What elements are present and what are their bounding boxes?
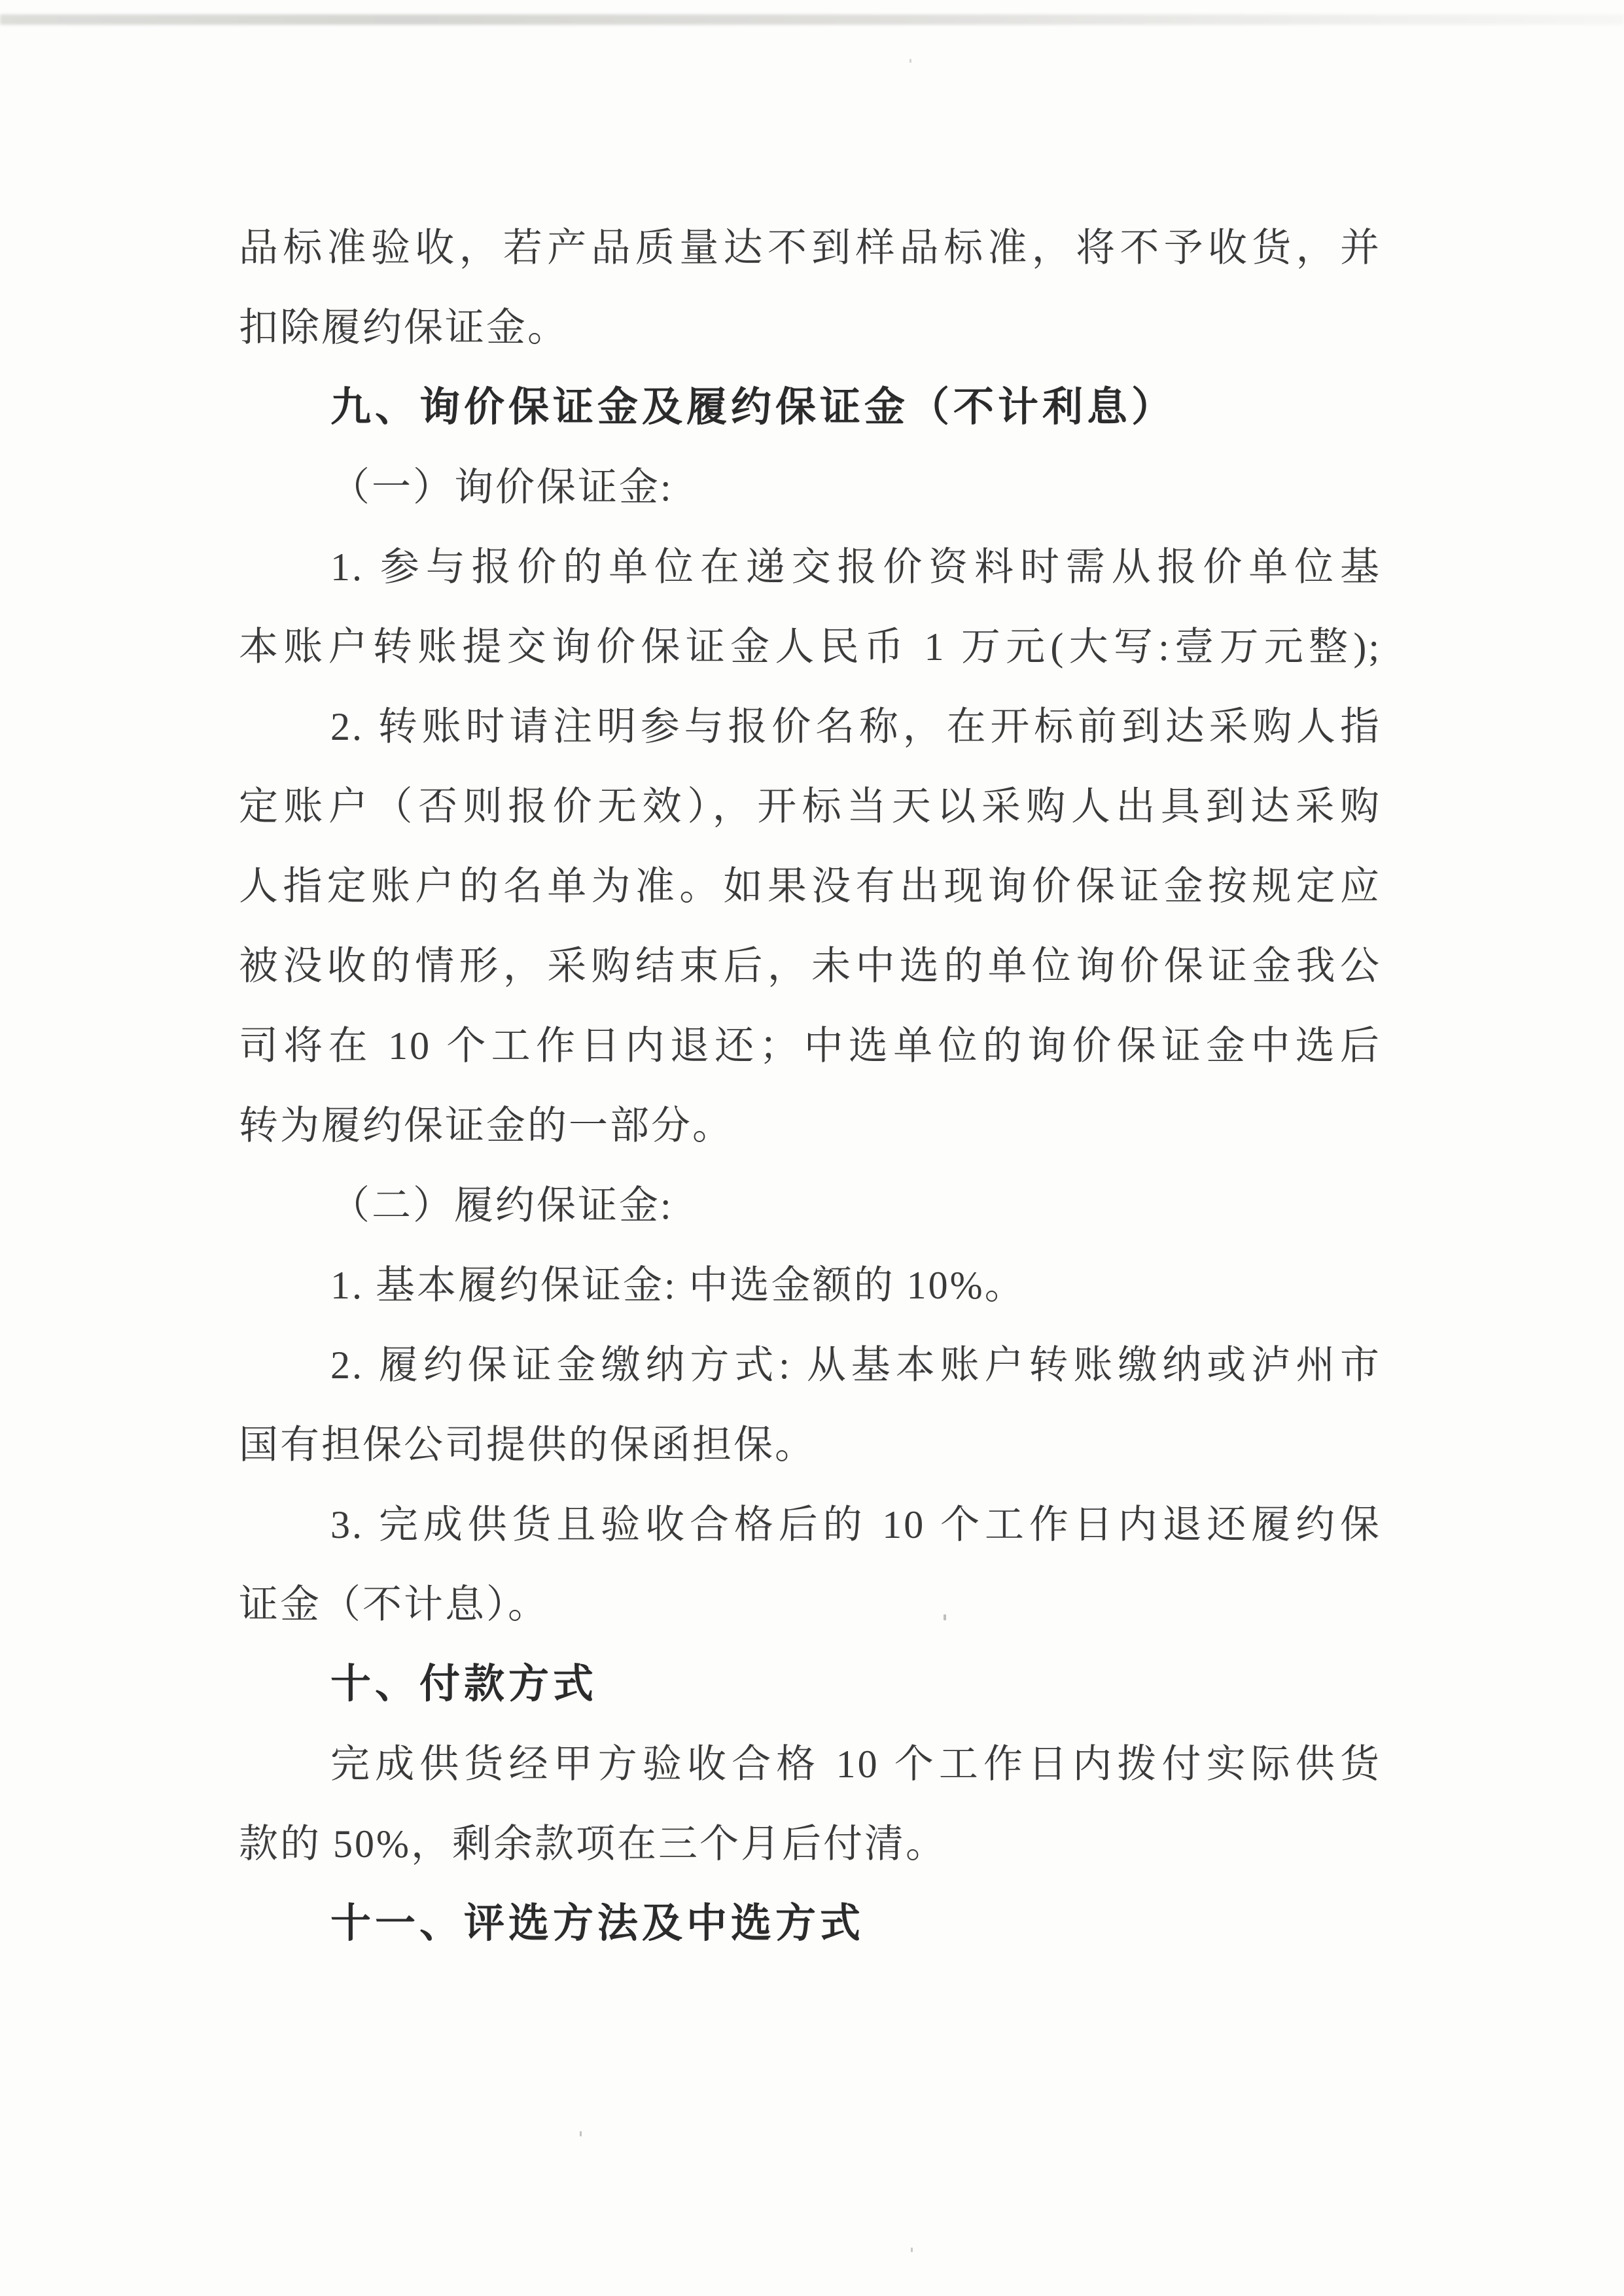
- section-heading-9-deposits: 九、询价保证金及履约保证金（不计利息）: [330, 385, 1176, 430]
- body-line-inquiry-deposit-item1: 1. 参与报价的单位在递交报价资料时需从报价单位基: [330, 546, 1381, 589]
- body-line-confiscation-case: 被没收的情形，采购结束后，未中选的单位询价保证金我公: [239, 945, 1381, 988]
- section-heading-10-payment: 十、付款方式: [330, 1661, 598, 1707]
- body-line-payment-after-acceptance: 完成供货经甲方验收合格 10 个工作日内拨付实际供货: [330, 1743, 1381, 1786]
- body-line-refund-after-delivery: 3. 完成供货且验收合格后的 10 个工作日内退还履约保: [330, 1503, 1381, 1546]
- body-line-quality-acceptance: 品标准验收，若产品质量达不到样品标准，将不予收货，并: [239, 226, 1381, 270]
- scan-speck: [911, 2248, 913, 2252]
- body-line-refund-10-workdays: 司将在 10 个工作日内退还；中选单位的询价保证金中选后: [239, 1024, 1381, 1068]
- body-line-account-list-basis: 人指定账户的名单为准。如果没有出现询价保证金按规定应: [239, 865, 1381, 908]
- subsection-heading-performance-deposit: （二）履约保证金:: [330, 1184, 673, 1227]
- body-line-inquiry-deposit-amount: 本账户转账提交询价保证金人民币 1 万元(大写:壹万元整);: [239, 625, 1381, 669]
- body-line-deposit-payment-method: 2. 履约保证金缴纳方式: 从基本账户转账缴纳或泸州市: [330, 1344, 1381, 1387]
- document-text-block: [239, 208, 1381, 1964]
- body-line-convert-to-performance: 转为履约保证金的一部分。: [239, 1104, 733, 1147]
- scan-speck: [909, 59, 911, 63]
- scan-speck: [944, 1614, 946, 1620]
- body-line-designated-account: 定账户（否则报价无效），开标当天以采购人出具到达采购: [239, 785, 1381, 828]
- body-line-deduct-deposit: 扣除履约保证金。: [239, 306, 569, 349]
- section-heading-11-selection: 十一、评选方法及中选方式: [330, 1901, 865, 1946]
- body-line-transfer-note-item2: 2. 转账时请注明参与报价名称，在开标前到达采购人指: [330, 705, 1381, 748]
- scan-artifact-streak: [0, 14, 1624, 25]
- body-line-guarantee-company: 国有担保公司提供的保函担保。: [239, 1423, 816, 1467]
- subsection-heading-inquiry-deposit: （一）询价保证金:: [330, 466, 673, 509]
- body-line-payment-50-percent: 款的 50%，剩余款项在三个月后付清。: [239, 1822, 947, 1866]
- scan-speck: [580, 2131, 582, 2136]
- body-line-basic-performance-deposit: 1. 基本履约保证金: 中选金额的 10%。: [330, 1264, 1026, 1307]
- body-line-no-interest: 证金（不计息）。: [239, 1583, 549, 1626]
